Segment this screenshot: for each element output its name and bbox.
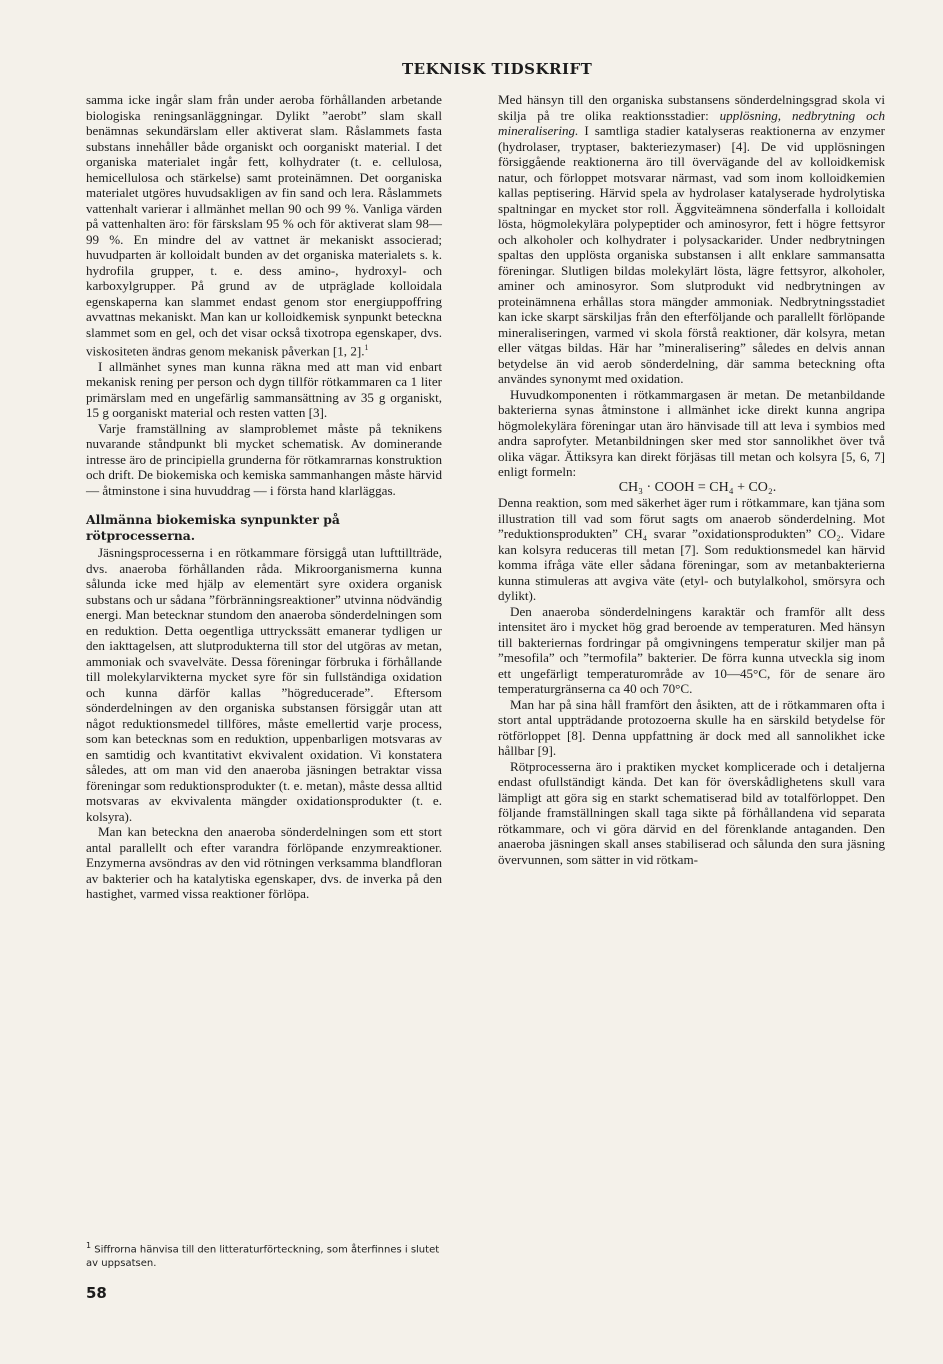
paragraph-text: Med hänsyn till den organiska substansens sönderdelningsgrad skola vi skilja på tre olika reaktionsstadier: [498,92,885,123]
page-number: 58 [86,1284,107,1302]
journal-masthead: TEKNISK TIDSKRIFT [402,60,593,78]
paragraph: Man har på sina håll framfört den åsikten, att de i rötkammaren ofta i stort antal uppträdande protozoerna skulle ha en särskild betydelse för rötförloppet [8]. Denna uppfattning är dock med all sannolikhet icke hållbar [9]. [498,696,885,758]
paragraph: Man kan beteckna den anaeroba sönderdelningen som ett stort antal parallellt och efter varandra förlöpande enzymreaktioner. Enzymerna avsöndras av den vid rötningen verksamma blandfloran av bakterier och ha katalytiska egenskaper, dvs. de inverka på den hastighet, varmed vissa reaktioner förlöpa. [86,824,442,902]
emphasized-text: upplösning, nedbrytning och mineralisering. [498,107,886,138]
paragraph [498,92,885,387]
paragraph: I allmänhet synes man kunna räkna med att man vid enbart mekanisk rening per person och dygn tillför rötkammaren ca 1 liter primärslam med en ungefärlig sammansättning av 35 g organiskt, 15 g oorganiskt material och resten vatten [3]. [86,358,442,421]
chemical-formula: CH₃ · COOH = CH₄ + CO₂. [618,479,777,495]
paragraph-text: samma icke ingår slam från under aeroba förhållanden arbetande biologiska reningsanläggningar. Dylikt ”aerobt” slam skall benämnas sekundärslam eller aktiverat slam. Råslammets fasta substans innehåller både organiskt och oorganiskt material. I det organiska materialet ingår fett, kolhydrater (t. e. cellulosa, hemicellulosa och stärkelse) samt proteinämnen. Det oorganiska materialet utgöres huvudsakligen av fin sand och lera. Råslammets vattenhalt varierar i allmänhet mellan 90 och 99 %. Vanliga värden på vattenhalten äro: för färskslam 95 % och för aktiverat slam 98—99 %. En mindre del av vattnet är mekaniskt associerad; huvudparten är kolloidalt bunden av det organiska materialets s. k. hydrofila grupper, t. e. dess amino-, hydroxyl- och karboxylgrupper. På grund av de utpräglade kolloidala egenskaperna kan slammet endast genom stor energiuppoffring avvattnas mekaniskt. Man kan ur kolloidkemisk synpunkt beteckna slammet som en gel, och det visar också tixotropa egenskaper, dvs. viskositeten ändras genom mekanisk påverkan [1, 2]. [86,92,442,359]
paragraph [86,92,442,359]
paragraph: Den anaeroba sönderdelningens karaktär och framför allt dess intensitet äro i mycket hög grad beroende av temperaturen. Med hänsyn till bakteriernas fordringar på omgivningens temperatur skiljer man på ”mesofila” och ”termofila” bakterier. De förra kunna utveckla sig inom ett ungefärligt temperaturområde av 10—45°C, för de senare äro temperaturgränserna ca 40 och 70°C. [498,603,885,696]
left-column [86,92,442,902]
footnote-mark: 1 [86,1241,92,1250]
footnote-text: Siffrorna hänvisa till den litteraturförteckning, som återfinnes i slutet av uppsatsen. [86,1244,440,1270]
paragraph: Jäsningsprocesserna i en rötkammare försiggå utan lufttillträde, dvs. anaeroba förhållanden råda. Mikroorganismerna kunna sålunda icke med hjälp av elementärt syre oxidera organisk substans och ur sådana ”förbränningsreaktioner” utvinna nödvändig energi. Man betecknar stundom den anaeroba sönderdelningen som en reduktion. Detta oegentliga uttryckssätt emanerar tydligen ur den iakttagelsen, att slutprodukterna till stor del utgöras av metan, ammoniak och svavelväte. Dessa föreningar förbruka i förhållande till molekylarvikterna mycket syre för sin fullständiga oxidation och kunna därför kallas ”högreducerade”. Eftersom sönderdelningen av den organiska substansen försiggår utan att något reduktionsmedel tillföres, måste emellertid varje process, som kan betecknas som en reduktion, uppenbarligen motsvaras av en samtidig och kvantitativt ekvivalent oxidation. Vi konstatera således, att om man vid den anaeroba jäsningen betraktar vissa föreningar som reduktionsprodukter (t. e. metan), måste dessa alltid motsvaras av ekvivalenta mängder oxidationsprodukter (t. e. kolsyra). [86,545,442,824]
section-heading: Allmänna biokemiska synpunkter på rötprocesserna. [86,512,340,543]
right-column [498,92,885,867]
footnote-reference: 1 [364,343,369,352]
paragraph: Varje framställning av slamproblemet måste på teknikens nuvarande ståndpunkt bli mycket schematisk. Av dominerande intresse äro de principiella grunderna för rötkamrarnas konstruktion och drift. De biokemiska och kemiska sammanhangen måste härvid — åtminstone i sina huvuddrag — i första hand klarläggas. [86,420,442,498]
footnote [86,1239,442,1271]
paragraph: Denna reaktion, som med säkerhet äger rum i rötkammare, kan tjäna som illustration till vad som förut sagts om anaerob sönderdelning. Mot ”reduktionsprodukten” CH₄ svarar ”oxidationsprodukten” CO₂. Vidare kan kolsyra reduceras till metan [7]. Som reduktionsmedel kan härvid komma ifråga väte eller sådana föreningar, som av metanbakterierna kunna stimuleras att avgiva väte (etyl- och butylalkohol, smörsyra och dylikt). [498,495,885,603]
paragraph: Rötprocesserna äro i praktiken mycket komplicerade och i detaljerna endast ofullständigt kända. Det kan för överskådlighetens skull vara lämpligt att göra sig en starkt schematiserad bild av totalförloppet. Den följande framställningen skall taga sikte på förhållandena vid separata rötkammare, och vi göra därvid en del förenklande antaganden. Den anaeroba jäsningen skall anses stabiliserad och sålunda den sura jäsning övervunnen, som sätter in vid rötkam- [498,758,885,867]
paragraph-text: I samtliga stadier katalyseras reaktionerna av enzymer (hydrolaser, tryptaser, bakteriezymaser) [4]. De vid upplösningen försiggående reaktionerna äro till övervägande del av kolloidkemisk natur, och förloppet motsvarar närmast, vad som inom kolloidkemien kallas peptisering. Härvid spela av hydrolaser katalyserade hydrolytiska spaltningar en mycket stor roll. Äggviteämnena sönderfalla i kolloidalt lösta, högmolekylära polypeptider och aminosyror, fett i högre fettsyror och alkoholer och kolhydrater i polysackarider. Under nedbrytningen spaltas den upplösta organiska substansen i allt enklare sammansatta föreningar. Slutligen bildas molekylärt lösta, lägre fettsyror, alkoholer, aminer och aminosyror. Som slutprodukt vid nedbrytningen av proteinämnena erhållas stora mängder ammoniak. Nedbrytningsstadiet kan icke skarpt särskiljas från den efterföljande och parallellt förlöpande mineraliseringen, varmed vi skola förstå reaktioner, där kolsyra, metan eller vätgas bildas. Här har ”mineralisering” således en delvis annan betydelse än vid aerob sönderdelning, där samma beteckning ofta användes synonymt med oxidation. [498,123,885,386]
paragraph: Huvudkomponenten i rötkammargasen är metan. De metanbildande bakterierna synas åtminstone i allmänhet icke direkt kunna angripa högmolekylära föreningar utan äro hänvisade till att leva i symbios med andra saprofyter. Metanbildningen sker med stor sannolikhet över två olika vägar. Ättiksyra kan direkt förjäsas till metan och kolsyra [5, 6, 7] enligt formeln: [498,386,885,479]
